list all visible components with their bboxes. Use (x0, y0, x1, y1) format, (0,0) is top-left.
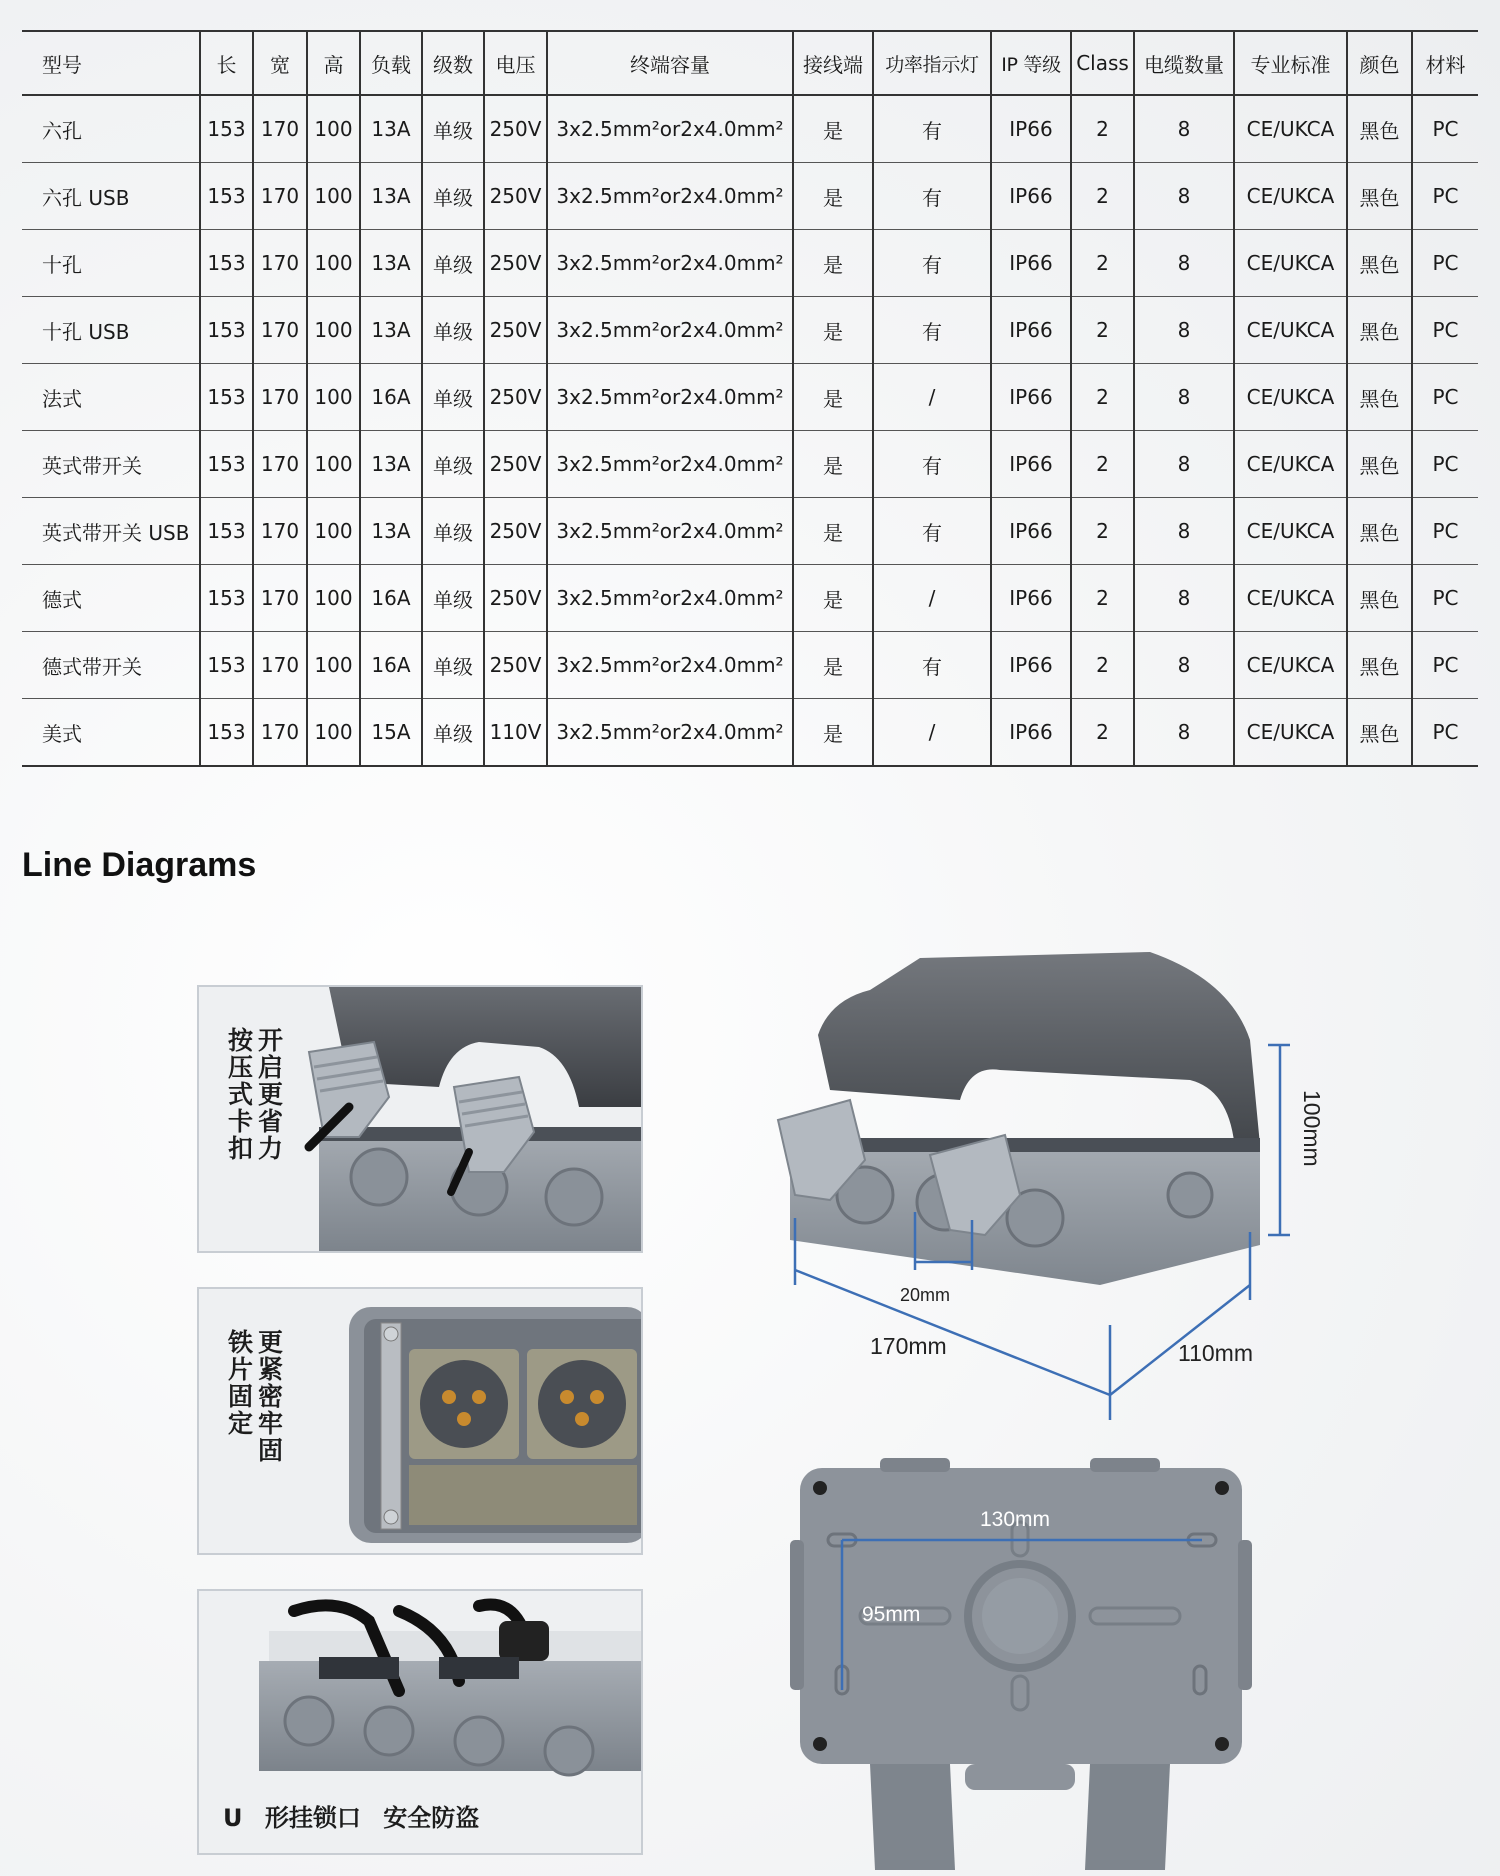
table-cell: 170 (253, 364, 307, 431)
table-cell: 8 (1134, 565, 1234, 632)
table-cell: 是 (793, 699, 873, 767)
column-header: 长 (200, 31, 253, 95)
table-cell: CE/UKCA (1234, 431, 1347, 498)
padlock-caption: U 形挂锁口 安全防盗 (223, 1804, 480, 1832)
table-cell: 153 (200, 498, 253, 565)
table-cell: 100 (307, 364, 360, 431)
table-cell: PC (1412, 632, 1478, 699)
table-cell: 单级 (422, 95, 484, 163)
column-header: 材料 (1412, 31, 1478, 95)
table-cell: 100 (307, 95, 360, 163)
table-cell: 153 (200, 632, 253, 699)
table-cell: 13A (360, 230, 422, 297)
table-cell: CE/UKCA (1234, 95, 1347, 163)
table-cell: 是 (793, 163, 873, 230)
table-cell: 3x2.5mm²or2x4.0mm² (547, 632, 793, 699)
column-header: 专业标准 (1234, 31, 1347, 95)
dimension-gland: 20mm (900, 1285, 951, 1305)
table-cell: 是 (793, 632, 873, 699)
column-header: 级数 (422, 31, 484, 95)
table-cell: 170 (253, 297, 307, 364)
table-cell: 2 (1071, 297, 1134, 364)
table-cell: 250V (484, 565, 547, 632)
table-cell: 单级 (422, 699, 484, 767)
table-cell: 3x2.5mm²or2x4.0mm² (547, 565, 793, 632)
dimension-width: 110mm (1178, 1340, 1253, 1366)
column-header: Class (1071, 31, 1134, 95)
table-cell: PC (1412, 565, 1478, 632)
table-cell: 单级 (422, 364, 484, 431)
table-cell: 100 (307, 230, 360, 297)
table-cell: 是 (793, 297, 873, 364)
column-header: 接线端 (793, 31, 873, 95)
table-cell: 黑色 (1347, 565, 1412, 632)
model-cell: 十孔 (22, 230, 200, 297)
model-cell: 六孔 USB (22, 163, 200, 230)
table-cell: 100 (307, 699, 360, 767)
table-cell: CE/UKCA (1234, 565, 1347, 632)
table-cell: 单级 (422, 565, 484, 632)
table-cell: 黑色 (1347, 230, 1412, 297)
table-cell: PC (1412, 498, 1478, 565)
table-cell: CE/UKCA (1234, 632, 1347, 699)
table-cell: 170 (253, 498, 307, 565)
table-cell: 170 (253, 565, 307, 632)
table-cell: 16A (360, 565, 422, 632)
table-cell: PC (1412, 95, 1478, 163)
table-cell: 3x2.5mm²or2x4.0mm² (547, 297, 793, 364)
table-row (22, 565, 1478, 632)
table-cell: 110V (484, 699, 547, 767)
model-cell: 英式带开关 USB (22, 498, 200, 565)
table-cell: 单级 (422, 230, 484, 297)
table-row (22, 431, 1478, 498)
table-row (22, 699, 1478, 767)
table-cell: / (873, 565, 991, 632)
table-cell: PC (1412, 431, 1478, 498)
iron-plate-label-col1: 铁 片 固 定 (227, 1328, 253, 1438)
table-cell: 100 (307, 431, 360, 498)
column-header: 宽 (253, 31, 307, 95)
feature-panel-latch (197, 985, 643, 1253)
table-cell: 是 (793, 565, 873, 632)
table-cell: 250V (484, 230, 547, 297)
dimension-length: 170mm (870, 1333, 947, 1359)
table-cell: 是 (793, 431, 873, 498)
table-cell: IP66 (991, 364, 1071, 431)
table-cell: 170 (253, 230, 307, 297)
table-cell: / (873, 364, 991, 431)
table-cell: 3x2.5mm²or2x4.0mm² (547, 163, 793, 230)
table-cell: 13A (360, 95, 422, 163)
model-cell: 德式 (22, 565, 200, 632)
dimension-height: 100mm (1299, 1090, 1325, 1167)
latch-label-col1: 按 压 式 卡 扣 (227, 1026, 253, 1163)
table-cell: 153 (200, 565, 253, 632)
table-cell: 250V (484, 95, 547, 163)
table-cell: 13A (360, 498, 422, 565)
table-cell: 3x2.5mm²or2x4.0mm² (547, 498, 793, 565)
column-header: 高 (307, 31, 360, 95)
table-cell: 250V (484, 163, 547, 230)
table-cell: 是 (793, 95, 873, 163)
model-cell: 十孔 USB (22, 297, 200, 364)
table-cell: 13A (360, 431, 422, 498)
table-row (22, 632, 1478, 699)
table-cell: PC (1412, 297, 1478, 364)
table-cell: 250V (484, 297, 547, 364)
table-cell: 170 (253, 163, 307, 230)
table-cell: 153 (200, 699, 253, 767)
table-cell: 2 (1071, 632, 1134, 699)
model-cell: 六孔 (22, 95, 200, 163)
table-cell: 153 (200, 297, 253, 364)
table-cell: 8 (1134, 431, 1234, 498)
table-cell: 有 (873, 95, 991, 163)
table-cell: 8 (1134, 163, 1234, 230)
table-body (22, 95, 1478, 766)
table-cell: 黑色 (1347, 95, 1412, 163)
table-cell: IP66 (991, 163, 1071, 230)
table-cell: 有 (873, 498, 991, 565)
table-cell: 153 (200, 364, 253, 431)
table-cell: 8 (1134, 364, 1234, 431)
table-cell: 3x2.5mm²or2x4.0mm² (547, 230, 793, 297)
table-cell: IP66 (991, 565, 1071, 632)
table-cell: 3x2.5mm²or2x4.0mm² (547, 699, 793, 767)
table-row (22, 364, 1478, 431)
table-cell: 3x2.5mm²or2x4.0mm² (547, 95, 793, 163)
table-cell: 3x2.5mm²or2x4.0mm² (547, 431, 793, 498)
table-cell: IP66 (991, 230, 1071, 297)
table-cell: 170 (253, 699, 307, 767)
table-cell: CE/UKCA (1234, 230, 1347, 297)
table-cell: IP66 (991, 699, 1071, 767)
dimension-hole-spacing-v: 95mm (862, 1603, 921, 1626)
table-cell: 2 (1071, 364, 1134, 431)
table-cell: 153 (200, 163, 253, 230)
table-cell: 黑色 (1347, 364, 1412, 431)
table-row (22, 297, 1478, 364)
table-cell: 黑色 (1347, 632, 1412, 699)
table-cell: CE/UKCA (1234, 498, 1347, 565)
model-cell: 美式 (22, 699, 200, 767)
table-row (22, 498, 1478, 565)
feature-panel-iron-plate (197, 1287, 643, 1555)
column-header: 终端容量 (547, 31, 793, 95)
table-cell: 8 (1134, 95, 1234, 163)
table-cell: IP66 (991, 632, 1071, 699)
column-header: 颜色 (1347, 31, 1412, 95)
table-cell: 2 (1071, 565, 1134, 632)
table-cell: 是 (793, 498, 873, 565)
column-header: 电压 (484, 31, 547, 95)
table-cell: 黑色 (1347, 163, 1412, 230)
column-header: 负载 (360, 31, 422, 95)
table-row (22, 163, 1478, 230)
dimension-hole-spacing-h: 130mm (980, 1508, 1051, 1531)
table-cell: 有 (873, 431, 991, 498)
table-cell: 2 (1071, 163, 1134, 230)
table-cell: 250V (484, 632, 547, 699)
table-cell: 单级 (422, 163, 484, 230)
iron-plate-label-col2: 更 紧 密 牢 固 (257, 1328, 283, 1465)
model-cell: 英式带开关 (22, 431, 200, 498)
table-cell: 100 (307, 632, 360, 699)
table-cell: 黑色 (1347, 498, 1412, 565)
table-cell: 单级 (422, 297, 484, 364)
table-cell: 153 (200, 230, 253, 297)
table-cell: 2 (1071, 95, 1134, 163)
spec-table (22, 30, 1478, 767)
table-cell: 是 (793, 364, 873, 431)
table-cell: 8 (1134, 632, 1234, 699)
section-title: Line Diagrams (22, 846, 257, 884)
table-cell: 有 (873, 297, 991, 364)
table-row (22, 95, 1478, 163)
table-cell: 100 (307, 498, 360, 565)
model-cell: 德式带开关 (22, 632, 200, 699)
table-cell: 153 (200, 431, 253, 498)
table-cell: 16A (360, 364, 422, 431)
table-cell: 16A (360, 632, 422, 699)
table-cell: 250V (484, 431, 547, 498)
column-header: 型号 (22, 31, 200, 95)
table-cell: 250V (484, 498, 547, 565)
table-cell: 250V (484, 364, 547, 431)
table-cell: 2 (1071, 498, 1134, 565)
table-cell: 是 (793, 230, 873, 297)
table-cell: 8 (1134, 297, 1234, 364)
table-cell: 153 (200, 95, 253, 163)
table-cell: 有 (873, 163, 991, 230)
table-cell: 13A (360, 297, 422, 364)
table-cell: 黑色 (1347, 297, 1412, 364)
table-cell: CE/UKCA (1234, 163, 1347, 230)
column-header: 电缆数量 (1134, 31, 1234, 95)
table-header (22, 31, 1478, 95)
table-cell: 3x2.5mm²or2x4.0mm² (547, 364, 793, 431)
table-cell: IP66 (991, 498, 1071, 565)
table-cell: 2 (1071, 230, 1134, 297)
table-cell: 单级 (422, 498, 484, 565)
table-cell: 100 (307, 565, 360, 632)
table-cell: 8 (1134, 230, 1234, 297)
table-cell: IP66 (991, 431, 1071, 498)
table-cell: PC (1412, 699, 1478, 767)
column-header: IP 等级 (991, 31, 1071, 95)
table-cell: IP66 (991, 95, 1071, 163)
table-cell: 100 (307, 297, 360, 364)
table-cell: 单级 (422, 431, 484, 498)
table-cell: 黑色 (1347, 699, 1412, 767)
latch-label-col2: 开 启 更 省 力 (257, 1026, 283, 1163)
table-cell: 170 (253, 632, 307, 699)
table-cell: 8 (1134, 699, 1234, 767)
table-cell: 2 (1071, 699, 1134, 767)
table-cell: PC (1412, 230, 1478, 297)
table-cell: 100 (307, 163, 360, 230)
table-cell: 170 (253, 431, 307, 498)
table-cell: 13A (360, 163, 422, 230)
table-cell: PC (1412, 163, 1478, 230)
model-cell: 法式 (22, 364, 200, 431)
table-cell: 15A (360, 699, 422, 767)
table-cell: / (873, 699, 991, 767)
table-cell: 有 (873, 230, 991, 297)
feature-panel-padlock (197, 1589, 643, 1855)
column-header: 功率指示灯 (873, 31, 991, 95)
table-cell: IP66 (991, 297, 1071, 364)
table-cell: PC (1412, 364, 1478, 431)
table-cell: 黑色 (1347, 431, 1412, 498)
table-row (22, 230, 1478, 297)
table-cell: CE/UKCA (1234, 297, 1347, 364)
table-cell: 8 (1134, 498, 1234, 565)
table-cell: 有 (873, 632, 991, 699)
table-cell: 2 (1071, 431, 1134, 498)
table-cell: CE/UKCA (1234, 364, 1347, 431)
table-cell: CE/UKCA (1234, 699, 1347, 767)
table-cell: 170 (253, 95, 307, 163)
table-cell: 单级 (422, 632, 484, 699)
